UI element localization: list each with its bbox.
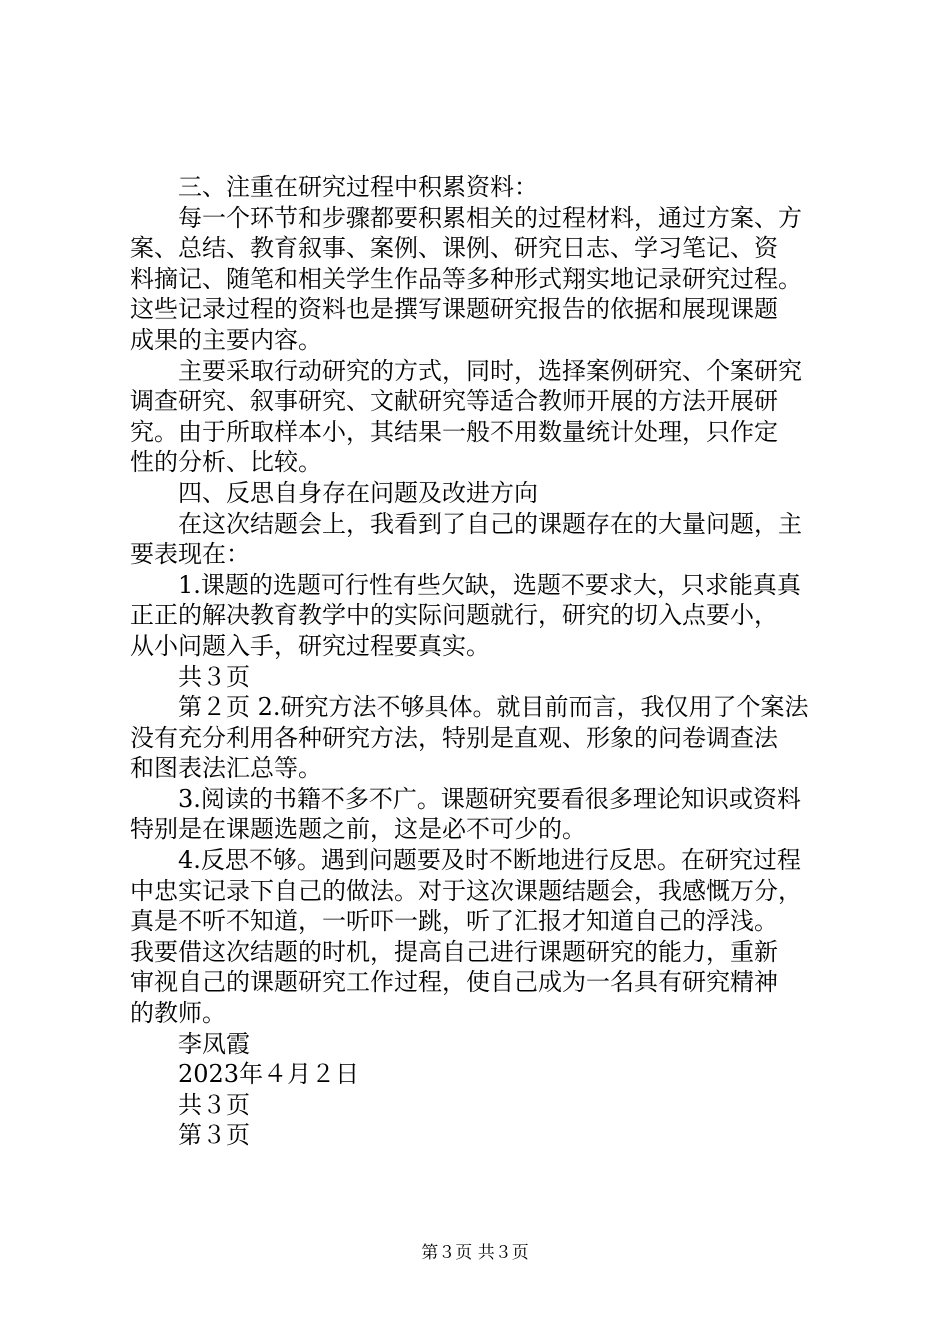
text-line: 调查研究、叙事研究、文献研究等适合教师开展的方法开展研	[130, 387, 778, 416]
text-line: 2023年４月２日	[178, 1060, 360, 1089]
text-line: 第２页 2.研究方法不够具体。就目前而言，我仅用了个案法	[178, 693, 809, 722]
text-line: 这些记录过程的资料也是撰写课题研究报告的依据和展现课题	[130, 295, 778, 324]
text-line: 4.反思不够。遇到问题要及时不断地进行反思。在研究过程	[178, 846, 801, 875]
text-line: 在这次结题会上，我看到了自己的课题存在的大量问题，主	[178, 509, 802, 538]
text-line: 正正的解决教育教学中的实际问题就行，研究的切入点要小，	[130, 601, 778, 630]
text-line: 我要借这次结题的时机，提高自己进行课题研究的能力，重新	[130, 937, 778, 966]
text-line: 料摘记、随笔和相关学生作品等多种形式翔实地记录研究过程。	[130, 264, 802, 293]
text-line: 三、注重在研究过程中积累资料：	[178, 173, 538, 201]
text-line: 从小问题入手，研究过程要真实。	[130, 631, 490, 660]
page-footer: 第３页 共３页	[421, 1243, 529, 1263]
text-line: 真是不听不知道，一听吓一跳，听了汇报才知道自己的浮浅。	[130, 907, 778, 936]
text-line: 3.阅读的书籍不多不广。课题研究要看很多理论知识或资料	[178, 784, 801, 813]
text-line: 主要采取行动研究的方式，同时，选择案例研究、个案研究	[178, 356, 802, 385]
text-line: 成果的主要内容。	[130, 325, 322, 354]
text-line: 的教师。	[130, 999, 226, 1028]
text-line: 第３页	[178, 1121, 250, 1150]
text-line: 四、反思自身存在问题及改进方向	[178, 478, 538, 507]
text-line: 共３页	[178, 1090, 250, 1119]
text-line: 1.课题的选题可行性有些欠缺，选题不要求大，只求能真真	[178, 570, 801, 599]
text-line: 和图表法汇总等。	[130, 754, 322, 783]
text-line: 案、总结、教育叙事、案例、课例、研究日志、学习笔记、资	[130, 234, 778, 263]
text-line: 共３页	[178, 662, 250, 691]
text-line: 审视自己的课题研究工作过程，使自己成为一名具有研究精神	[130, 968, 778, 997]
text-line: 要表现在：	[130, 540, 250, 569]
text-line: 特别是在课题选题之前，这是必不可少的。	[130, 815, 586, 844]
document-body	[130, 172, 830, 1151]
text-line: 每一个环节和步骤都要积累相关的过程材料，通过方案、方	[178, 203, 802, 232]
text-line: 究。由于所取样本小，其结果一般不用数量统计处理，只作定	[130, 417, 778, 446]
text-line: 性的分析、比较。	[130, 448, 322, 477]
text-line: 中忠实记录下自己的做法。对于这次课题结题会，我感慨万分，	[130, 876, 802, 905]
text-line: 没有充分利用各种研究方法，特别是直观、形象的问卷调查法	[130, 723, 778, 752]
text-line: 李凤霞	[178, 1029, 250, 1058]
